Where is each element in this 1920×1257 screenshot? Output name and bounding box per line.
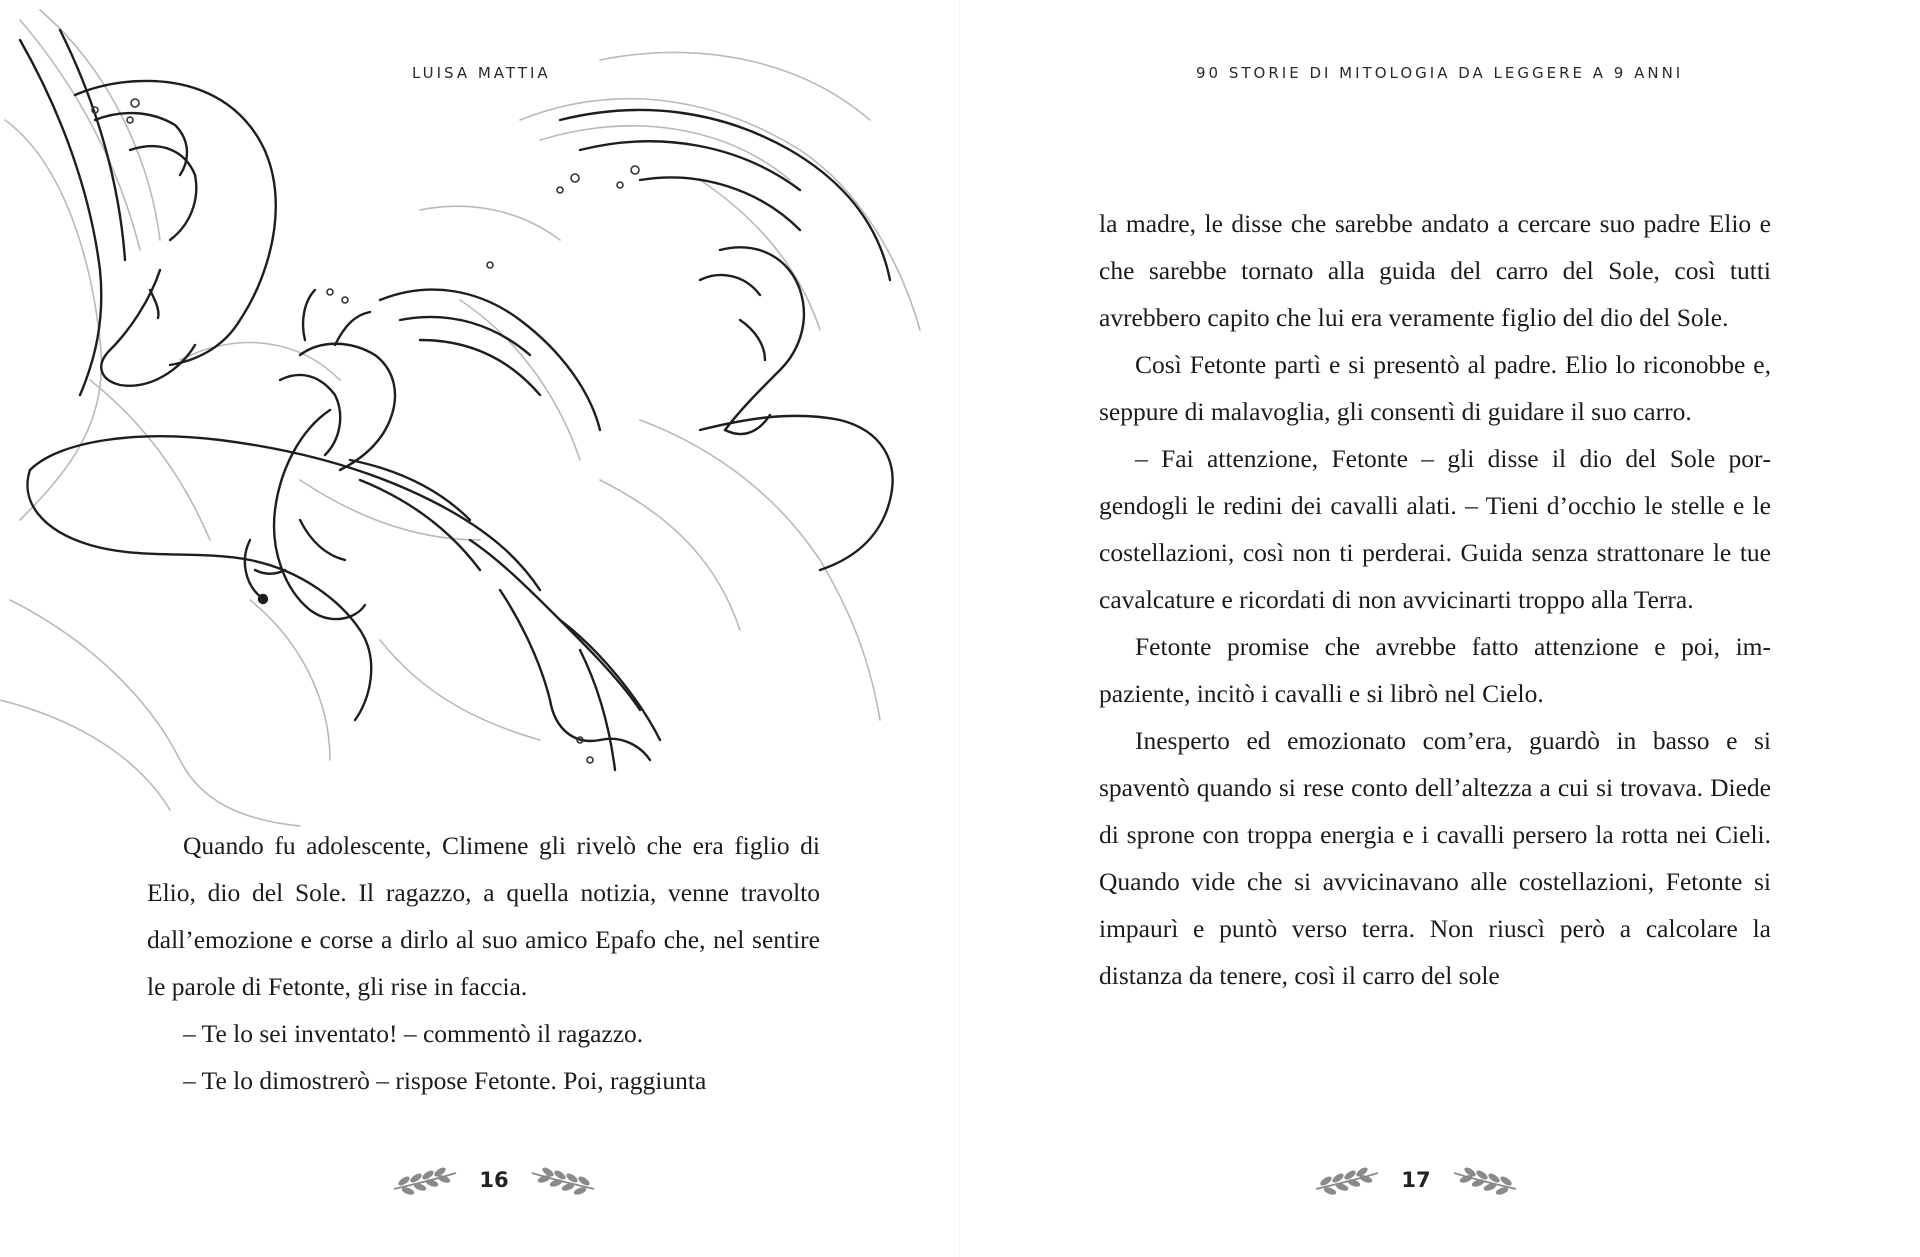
- paragraph: Così Fetonte partì e si presentò al padre. Elio lo riconobbe e, seppure di malavoglia, gli consentì di guidare il suo carro.: [1099, 350, 1771, 426]
- paragraph: la madre, le disse che sarebbe andato a cercare suo padre Elio e che sarebbe tornato alla guida del carro del Sole, così tutti avrebbero capito che lui era veramente figlio del dio del Sole.: [1099, 209, 1771, 332]
- paragraph: – Te lo dimostrerò – rispose Fetonte. Poi, raggiunta: [183, 1066, 707, 1095]
- running-head-author: LUISA MATTIA: [412, 64, 551, 82]
- laurel-branch-icon: [1312, 1163, 1382, 1197]
- left-page-text: [147, 822, 820, 1104]
- paragraph: Quando fu adolescente, Climene gli rivelò che era figlio di Elio, dio del Sole. Il ragazzo, a quella notizia, venne travolto dall’emozione e corse a dirlo al suo amico Epafo che, nel sentire le parole di Fetonte, gli rise in faccia.: [147, 831, 820, 1001]
- paragraph: – Te lo sei inventato! – commentò il ragazzo.: [183, 1019, 644, 1048]
- page-number: 17: [1401, 1168, 1431, 1192]
- paragraph: Inesperto ed emozionato com’era, guardò in basso e si spaventò quando si rese conto dell’altezza a cui si trovava. Diede di sprone con troppa energia e i cavalli persero la rotta nei Cieli. Quando vide che si avvicinavano alle costellazioni, Fetonte si impaurì e puntò verso terra. Non riuscì però a calcolare la distanza da tenere, così il carro del sole: [1099, 726, 1771, 990]
- laurel-branch-icon: [528, 1163, 598, 1197]
- running-head-title: 90 STORIE DI MITOLOGIA DA LEGGERE A 9 ANNI: [1196, 64, 1684, 82]
- flying-horses-illustration: [0, 0, 960, 830]
- right-page: [960, 0, 1920, 1257]
- page-number-footer: [390, 1160, 598, 1200]
- page-number: 16: [479, 1168, 509, 1192]
- paragraph: – Fai attenzione, Fetonte – gli disse il dio del Sole porgendogli le redini dei cavalli alati. – Tieni d’occhio le stelle e le costellazioni, così non ti perderai. Guida senza strattonare le tue cavalcature e ricordati di non avvicinarti troppo alla Terra.: [1099, 444, 1771, 614]
- laurel-branch-icon: [390, 1163, 460, 1197]
- laurel-branch-icon: [1450, 1163, 1520, 1197]
- right-page-text: [1099, 200, 1771, 999]
- paragraph: Fetonte promise che avrebbe fatto attenzione e poi, impaziente, incitò i cavalli e si librò nel Cielo.: [1099, 632, 1771, 708]
- page-number-footer: [1312, 1160, 1520, 1200]
